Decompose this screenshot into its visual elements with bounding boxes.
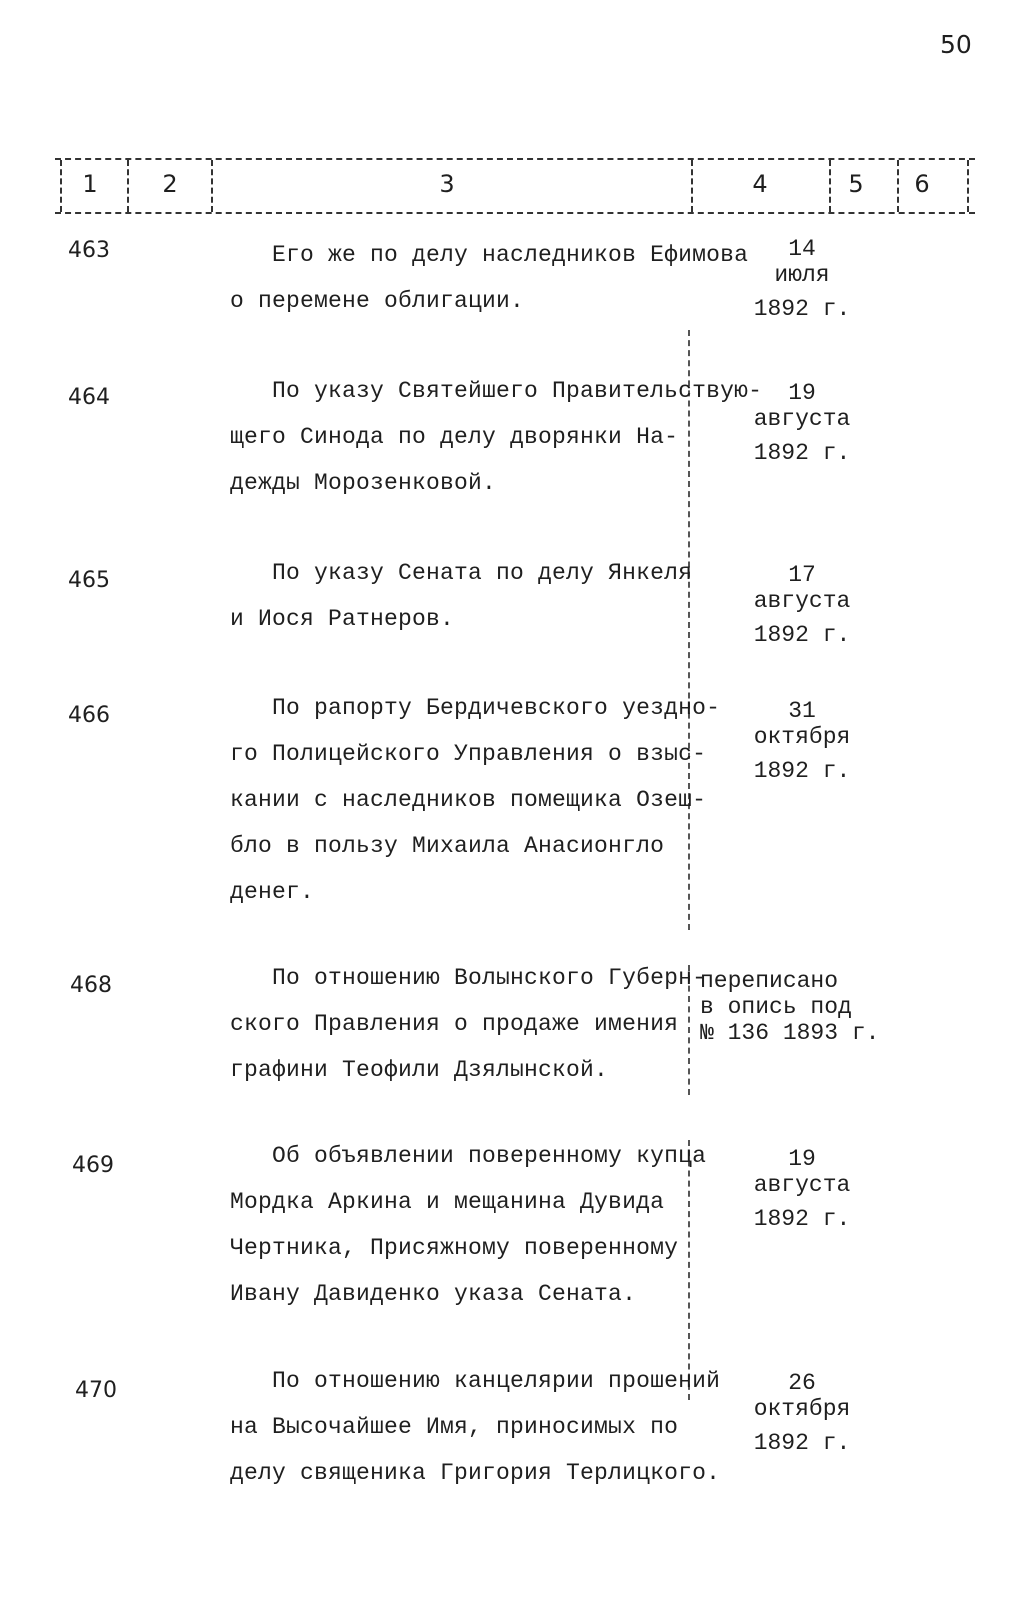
date-day: 26: [788, 1370, 816, 1396]
column-separator: [127, 160, 129, 212]
entry-description: [230, 550, 700, 642]
column-separator: [897, 160, 899, 212]
entry-date: [712, 236, 892, 322]
date-year: 1892 г.: [753, 758, 851, 784]
entry-description: [230, 368, 763, 506]
entry-number: 470: [75, 1378, 117, 1403]
entry-number: 465: [68, 568, 110, 593]
date-day: 19: [788, 380, 816, 406]
entry-line: щего Синода по делу дворянки На-: [230, 424, 679, 450]
entry-line: бло в пользу Михаила Анасионгло: [230, 833, 665, 859]
entry-line: делу священика Григория Терлицкого.: [230, 1460, 721, 1486]
column-header-2: 2: [162, 170, 178, 198]
date-note-line: переписано: [700, 968, 839, 994]
entry-line: дежды Морозенковой.: [230, 470, 497, 496]
date-note-line: в опись под: [700, 994, 852, 1020]
column-separator: [691, 160, 693, 212]
date-month: октября: [753, 1396, 851, 1422]
entry-line: о перемене облигации.: [230, 288, 525, 314]
entry-date: [712, 1370, 892, 1456]
entry-line: графини Теофили Дзялынской.: [230, 1057, 609, 1083]
column-header-4: 4: [752, 170, 768, 198]
date-year: 1892 г.: [753, 1430, 851, 1456]
entry-line: на Высочайшее Имя, приносимых по: [230, 1414, 679, 1440]
entry-line: Мордка Аркина и мещанина Дувида: [230, 1189, 665, 1215]
column-header-6: 6: [914, 170, 930, 198]
entry-number: 463: [68, 238, 110, 263]
date-month: августа: [753, 588, 851, 614]
entry-line: и Иося Ратнеров.: [230, 606, 455, 632]
column-separator: [829, 160, 831, 212]
date-month: октября: [753, 724, 851, 750]
date-note-line: № 136 1893 г.: [700, 1020, 880, 1046]
date-year: 1892 г.: [753, 296, 851, 322]
column-header-1: 1: [82, 170, 98, 198]
entry-line: По отношению канцелярии прошений: [230, 1368, 721, 1394]
entry-number: 469: [72, 1153, 114, 1178]
entry-line: го Полицейского Управления о взыс-: [230, 741, 707, 767]
entry-description: [230, 955, 707, 1093]
entry-line: Его же по делу наследников Ефимова: [230, 242, 749, 268]
date-day: 14: [788, 236, 816, 262]
entry-description: [230, 1133, 707, 1317]
date-year: 1892 г.: [753, 1206, 851, 1232]
date-month: августа: [753, 1172, 851, 1198]
entry-date: [712, 698, 892, 784]
column-separator: [967, 160, 969, 212]
column-header-row: [55, 158, 975, 214]
column-separator: [60, 160, 62, 212]
entry-line: Об объявлении поверенному купца: [230, 1143, 707, 1169]
entry-date: [712, 1146, 892, 1232]
entry-date: [712, 562, 892, 648]
entry-date: [712, 380, 892, 466]
entry-description: [230, 1358, 721, 1496]
entry-number: 468: [70, 973, 112, 998]
entry-line: По указу Сената по делу Янкеля: [230, 560, 693, 586]
entry-date: [700, 968, 900, 1046]
entry-line: Чертника, Присяжному поверенному: [230, 1235, 679, 1261]
date-year: 1892 г.: [753, 622, 851, 648]
entry-line: По рапорту Бердичевского уездно-: [230, 695, 721, 721]
column-header-3: 3: [439, 170, 455, 198]
entry-description: [230, 685, 721, 915]
entry-line: Ивану Давиденко указа Сената.: [230, 1281, 637, 1307]
date-month: июля: [774, 262, 830, 288]
entry-line: денег.: [230, 879, 315, 905]
date-year: 1892 г.: [753, 440, 851, 466]
date-day: 31: [788, 698, 816, 724]
entry-number: 466: [68, 703, 110, 728]
date-day: 17: [788, 562, 816, 588]
entry-line: ского Правления о продаже имения: [230, 1011, 679, 1037]
entry-number: 464: [68, 385, 110, 410]
entry-line: По отношению Волынского Губерн-: [230, 965, 707, 991]
entry-description: [230, 232, 749, 324]
entry-line: кании с наследников помещика Озеш-: [230, 787, 707, 813]
column-header-5: 5: [848, 170, 864, 198]
entry-line: По указу Святейшего Правительствую-: [230, 378, 763, 404]
column-separator: [211, 160, 213, 212]
date-month: августа: [753, 406, 851, 432]
page-number: 50: [940, 30, 972, 59]
date-day: 19: [788, 1146, 816, 1172]
